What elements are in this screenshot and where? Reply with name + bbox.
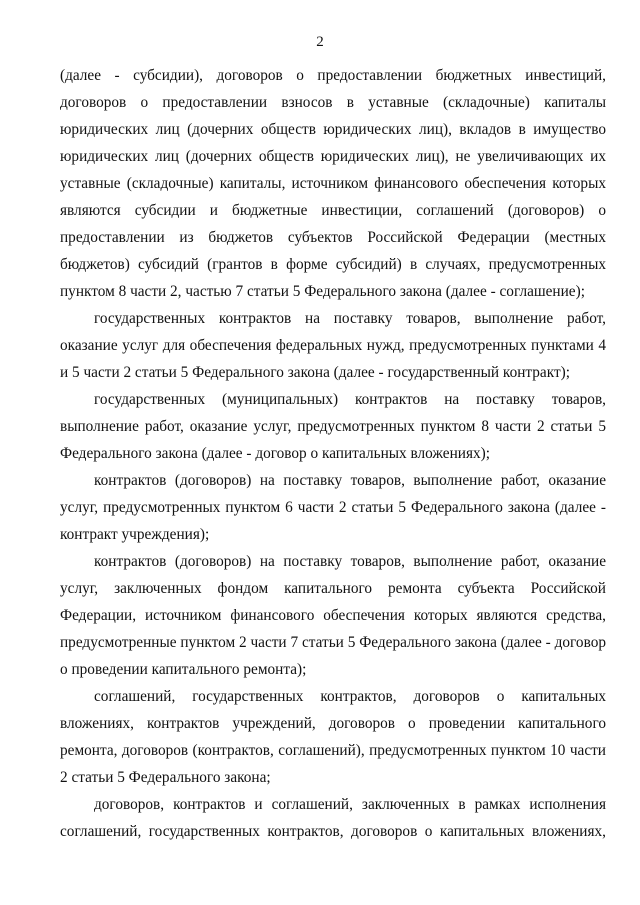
paragraph-capital-repair-contract: контрактов (договоров) на поставку товаров, выполнение работ, оказание услуг, заключенных фондом капитального ремонта субъекта Российской Федерации, источником финансового обеспечения которых являются средства, предусмотренные пунктом 2 части 7 статьи 5 Федерального закона (далее - договор о проведении капитального ремонта); (60, 553, 606, 678)
page-number: 2 (316, 34, 324, 50)
document-body (60, 62, 606, 845)
paragraph-institution-contract: контрактов (договоров) на поставку товаров, выполнение работ, оказание услуг, предусмотренных пунктом 6 части 2 статьи 5 Федерального закона (далее - контракт учреждения); (60, 472, 606, 543)
paragraph-subsidies-definition: (далее - субсидии), договоров о предоставлении бюджетных инвестиций, договоров о предоставлении взносов в уставные (складочные) капиталы юридических лиц (дочерних обществ юридических лиц), вкладов в имущество юридических лиц (дочерних обществ юридических лиц), не увеличивающих их уставные (складочные) капиталы, источником финансового обеспечения которых являются субсидии и бюджетные инвестиции, соглашений (договоров) о предоставлении из бюджетов субъектов Российской Федерации (местных бюджетов) субсидий (грантов в форме субсидий) в случаях, предусмотренных пунктом 8 части 2, частью 7 статьи 5 Федерального закона (далее - соглашение); (60, 67, 606, 300)
paragraph-capital-investment-contract: государственных (муниципальных) контрактов на поставку товаров, выполнение работ, оказание услуг, предусмотренных пунктом 8 части 2 статьи 5 Федерального закона (далее - договор о капитальных вложениях); (60, 391, 606, 462)
paragraph-state-contract: государственных контрактов на поставку товаров, выполнение работ, оказание услуг для обеспечения федеральных нужд, предусмотренных пунктами 4 и 5 части 2 статьи 5 Федерального закона (далее - государственный контракт); (60, 310, 606, 381)
paragraph-point-10-agreements: соглашений, государственных контрактов, договоров о капитальных вложениях, контрактов учреждений, договоров о проведении капитального ремонта, договоров (контрактов, соглашений), предусмотренных пунктом 10 части 2 статьи 5 Федерального закона; (60, 688, 606, 786)
paragraph-concluded-contracts: договоров, контрактов и соглашений, заключенных в рамках исполнения соглашений, государственных контрактов, договоров о капитальных вложениях, (60, 796, 606, 840)
